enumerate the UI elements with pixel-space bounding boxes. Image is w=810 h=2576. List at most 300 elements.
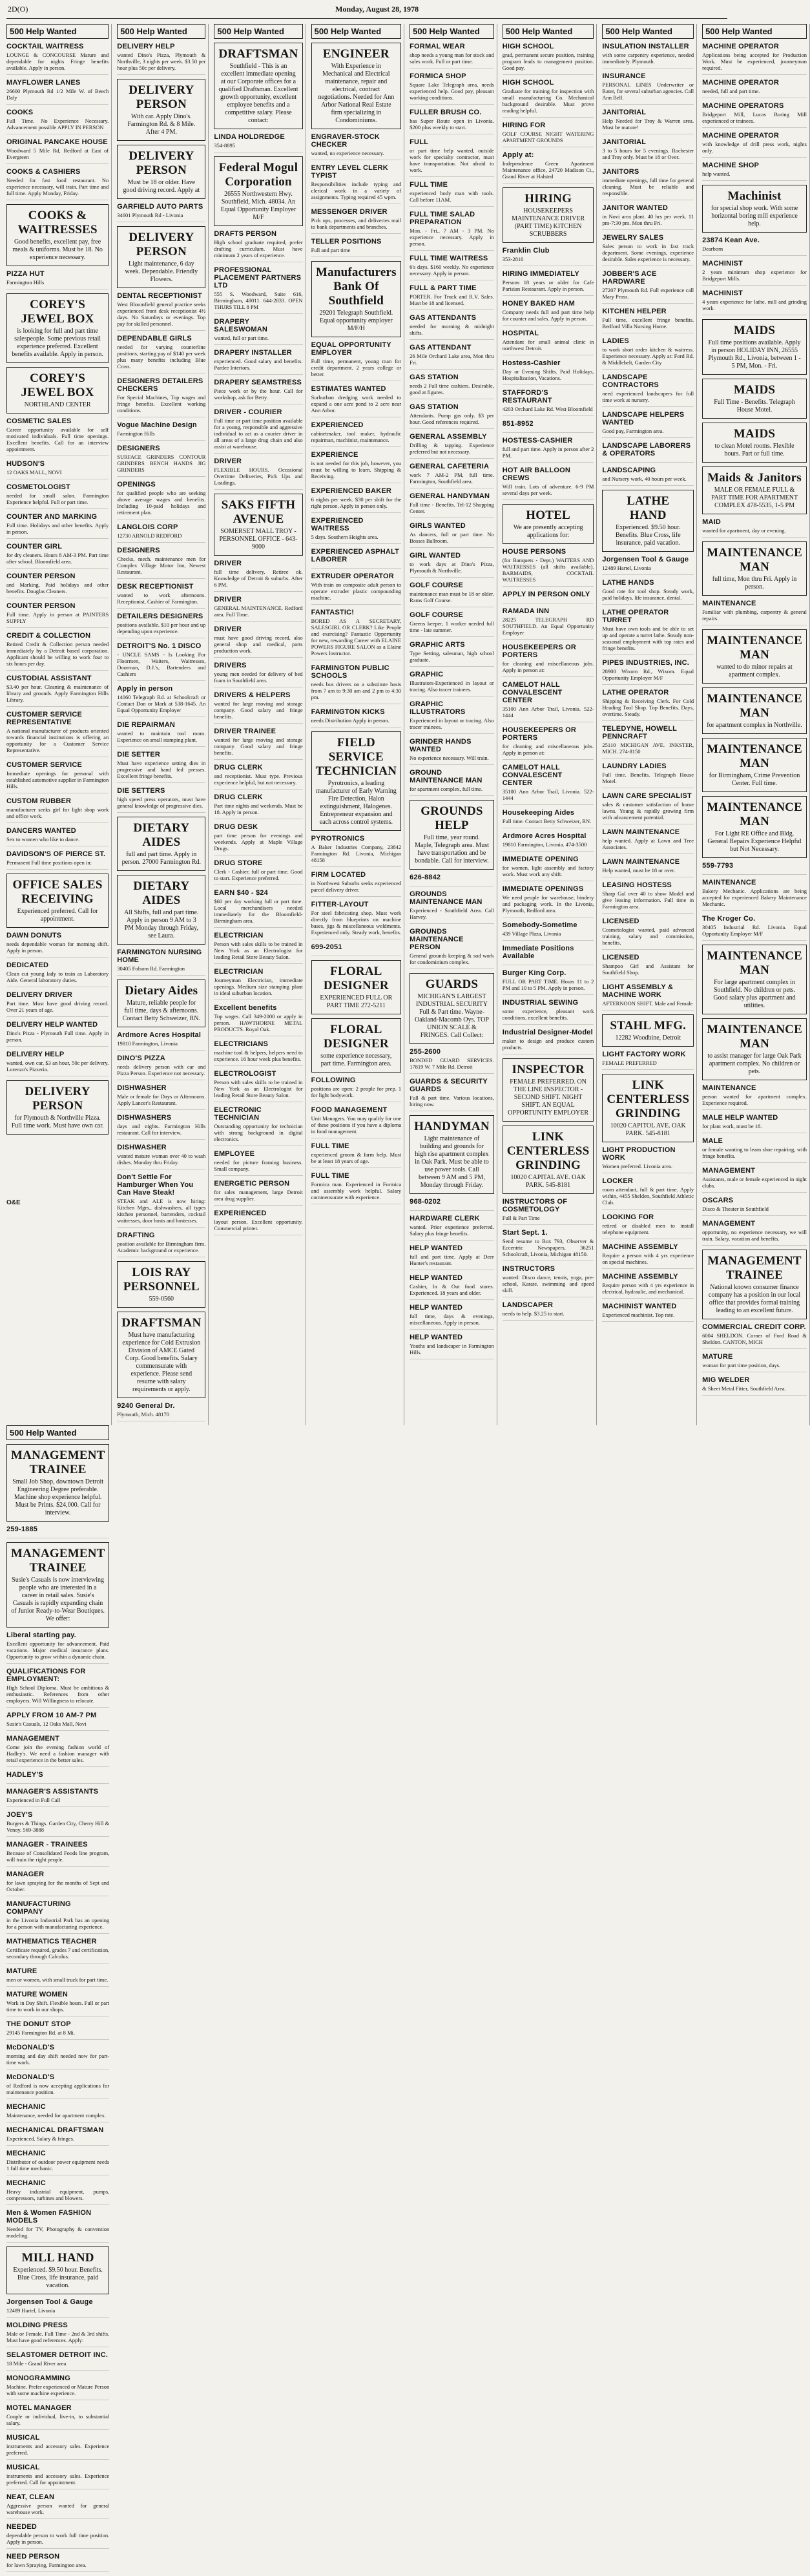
ad-text: full time delivery. Retiree ok. Knowledge of Detroit & suburbs. After 6 PM. — [214, 569, 303, 588]
ad-text: Small Job Shop, downtown Detroit Engineering Degree preferable. Machine shop experience helpful. Must be Prints. $24,000. Call for interview. — [12, 1478, 104, 1516]
ad-title: DISHWASHER — [117, 1084, 167, 1092]
ad-text: General grounds keeping & sod work for condominium complex. — [410, 952, 494, 965]
classified-ad — [6, 2126, 109, 2146]
ad-text: manufacturer seeks girl for light shop work and office work. — [6, 806, 109, 819]
ad-text: Help Needed for Troy & Warren area. Must be mature! — [602, 118, 694, 131]
ad-title: COREY'S JEWEL BOX — [21, 298, 94, 326]
ad-text: FULL OR PART TIME. Hours 11 to 2 PM and 10 to 5 PM. Apply in person. — [502, 978, 594, 991]
classified-ad — [311, 238, 402, 257]
ad-title: The Kroger Co. — [702, 915, 756, 923]
classified-ad — [214, 625, 302, 658]
ad-title: MANAGEMENT — [702, 1167, 756, 1175]
ad-title: MALE — [702, 1137, 723, 1145]
ad-text: 28225 TELEGRAPH RD SOUTHFIELD. An Equal Opportunity Employer — [502, 616, 594, 636]
ad-title: APPLY IN PERSON ONLY — [502, 591, 590, 598]
ad-text: Because of Consolidated Foods line program, will train the right people. — [6, 1850, 110, 1863]
ad-title: LATHE HAND — [627, 494, 670, 522]
ad-text: Mon. - Fri., 7 AM - 3 PM. No experience necessary. Apply in person. — [410, 227, 494, 247]
ad-title: CUSTOMER SERVICE — [6, 761, 83, 769]
ad-title: PIPES INDUSTRIES, INC. — [602, 659, 690, 667]
ad-title: GENERAL HANDYMAN — [410, 492, 490, 500]
ad-text: wanted to do minor repairs at apartment complex. — [716, 664, 793, 678]
classified-ad — [410, 738, 494, 765]
ad-title: ELECTRICIANS — [214, 1040, 269, 1048]
ad-title: HIRING — [524, 192, 572, 205]
ad-title: DRIVER — [214, 625, 242, 633]
classified-ad — [311, 1172, 402, 1204]
ad-text: for lawn Spraying, Farmington area. — [6, 2562, 87, 2568]
classified-ad — [503, 43, 594, 75]
ad-text: 34601 Plymouth Rd - Livonia — [117, 212, 183, 218]
classified-ad — [214, 1106, 302, 1146]
ad-title: CUSTODIAL ASSISTANT — [6, 675, 92, 682]
classified-ad — [410, 522, 494, 548]
ad-title: DAWN DONUTS — [6, 932, 62, 939]
classified-ad — [311, 517, 402, 544]
ad-text: Clerk - Cashier, full or part time. Good to start. Experience preferred. — [214, 868, 303, 881]
classified-ad — [410, 181, 494, 207]
ad-title: MANAGER'S ASSISTANTS — [6, 1788, 99, 1796]
ad-title: MAINTENANCE MAN — [707, 546, 802, 574]
ad-text: Part time nights and weekends. Must be 18. Apply in person. — [214, 802, 303, 815]
ad-title: MESSENGER DRIVER — [311, 208, 388, 216]
classified-ad — [503, 832, 594, 852]
classified-ad — [311, 133, 402, 160]
ad-text: Responsibilities include typing and clerical work in a variety of assignments. Typing required 45 wpm. — [311, 181, 402, 200]
ad-text: 18 Mile - Grand River area — [6, 2360, 67, 2367]
ad-title: FARMINGTON NURSING HOME — [117, 948, 202, 964]
ad-title: MATURE — [6, 1967, 37, 1975]
ad-title: MANAGEMENT TRAINEE — [11, 1547, 105, 1575]
ad-text: 35100 Ann Arbor Trail, Livonia. 522-1444 — [502, 788, 594, 801]
ad-text: A Baker Industries Company, 23842 Farmington Rd. Livonia, Michigan 48158 — [311, 844, 402, 863]
ad-title: GRINDER HANDS WANTED — [410, 738, 472, 753]
ad-text: Experienced. $9.50 hour. Benefits. Blue Cross, life insurance, paid vacation. — [615, 524, 681, 547]
ad-title: JOEY'S — [6, 1811, 33, 1819]
classified-ad — [410, 800, 494, 870]
ad-title: FULL TIME WAITRESS — [410, 255, 488, 262]
classified-ad — [214, 764, 302, 790]
ad-text: high speed press operators, must have general knowledge of progressive dies. — [117, 796, 206, 809]
ad-title: NEED PERSON — [6, 2553, 60, 2560]
ad-text: some experience, pleasant work conditions, excellent benefits. — [502, 1008, 594, 1021]
ad-title: Jorgensen Tool & Gauge — [602, 556, 689, 563]
ad-title: CREDIT & COLLECTION — [6, 632, 91, 640]
ad-text: SURFACE GRINDERS CONTOUR GRINDERS BENCH HANDS JIG GRINDERS — [117, 454, 206, 473]
classified-ad — [311, 609, 402, 660]
classified-ad — [117, 787, 205, 813]
ad-title: COSMETOLOGIST — [6, 483, 70, 491]
ad-title: QUALIFICATIONS FOR EMPLOYMENT: — [6, 1668, 86, 1683]
ad-text: Excellent opportunity for advancement. Paid vacations. Major medical insurance plans. Opportunity to grow within a dynamic chain. — [6, 1640, 110, 1660]
classified-ad — [602, 109, 694, 134]
ad-text: Immediate openings for personal with established automotive supplier in Farmington Hills. — [6, 770, 109, 790]
ad-title: DRUG STORE — [214, 859, 263, 867]
ad-title: MALE HELP WANTED — [702, 1114, 778, 1122]
classified-ad — [6, 417, 109, 456]
ad-title: HONEY BAKED HAM — [502, 300, 575, 308]
classified-ad — [503, 270, 594, 296]
ad-text: needs bus drivers on a substitute basis from 7 am to 9:30 am and 2 pm to 4:30 pm. — [311, 681, 402, 700]
classified-ad — [214, 596, 302, 622]
ad-text: 19810 Farmington, Livonia. 474-3500 — [502, 841, 587, 848]
ad-title: DIETARY AIDES — [133, 821, 190, 849]
ad-text: wanted, no experience necessary. — [311, 150, 384, 156]
classified-ad — [117, 583, 205, 609]
classified-ad — [602, 579, 694, 605]
ad-text: young men needed for delivery of bed foam in Southfield area. — [214, 671, 303, 684]
ad-title: DRIVER - COURIER — [214, 408, 282, 416]
column-1 — [6, 24, 112, 1425]
classified-ad — [410, 769, 494, 796]
classified-ad — [602, 337, 694, 370]
classified-ad — [6, 827, 109, 846]
ad-title: MACHINE OPERATOR — [702, 132, 779, 140]
ad-title: INSTRUCTORS — [502, 1265, 556, 1273]
ad-title: DETROIT'S No. 1 DISCO — [117, 642, 202, 650]
ad-text: 12282 Woodbine, Detroit — [615, 1034, 681, 1042]
ad-title: MUSICAL — [6, 2464, 40, 2471]
ad-text: Full & Part Time — [502, 1215, 540, 1221]
ad-title: MANUFACTURING COMPANY — [6, 1900, 71, 1916]
classified-ad — [311, 960, 402, 1014]
ad-text: Distributor of outdoor power equipment needs 1 full time mechanic. — [6, 2159, 110, 2172]
ad-text: for apartment complex in Northville. — [707, 722, 802, 729]
classified-ad — [117, 292, 205, 331]
ad-title: JANITORIAL — [602, 109, 647, 116]
classified-ad — [214, 156, 302, 226]
ad-text: Applications being accepted for Production Work. Must be experienced, journeyman required. — [702, 52, 807, 71]
classified-ad — [6, 270, 109, 289]
ad-title: MILL HAND — [21, 2251, 94, 2265]
classified-ad — [117, 948, 205, 976]
ad-text: SOMERSET MALL TROY - PERSONNEL OFFICE - 643-9000 — [219, 528, 298, 550]
ad-text: is looking for full and part time salespeople. Some previous retail experience preferred. Excellent benefits available. Apply in person. — [12, 328, 103, 358]
classified-ad — [702, 132, 807, 158]
ad-text: Plymouth, Mich. 48170 — [117, 1411, 169, 1418]
classified-ad — [6, 483, 109, 509]
ad-text: Piece work or by the hour. Call for workshop, ask for Betty. — [214, 388, 303, 401]
classified-ad — [6, 2103, 109, 2122]
classified-ad — [503, 187, 594, 243]
ad-title: HELP WANTED — [410, 1304, 463, 1312]
ad-text: Bakery Mechanic. Applications are being accepted for experienced Bakery Maintenance Mechanic. — [702, 888, 807, 907]
classified-ad — [602, 234, 694, 266]
ad-title: LATHE OPERATOR — [602, 689, 669, 696]
ad-text: 5 days. Southern Heights area. — [311, 534, 379, 540]
classified-ad — [503, 607, 594, 640]
ad-text: Sex to women who like to dance. — [6, 836, 80, 843]
ad-text: help wanted. Apply at Lawn and Tree Associates. — [602, 837, 694, 850]
ad-title: EXPERIENCED BAKER — [311, 487, 392, 495]
classified-ad — [6, 1668, 109, 1708]
ad-title: 255-2600 — [410, 1048, 441, 1056]
ad-title: Ardmore Acres Hospital — [117, 1031, 202, 1039]
ad-title: FULL TIME — [311, 1142, 349, 1150]
ad-title: FULL — [410, 138, 429, 146]
ad-text: 30405 Industrial Rd. Livonia. Equal Opportunity Employer M/F — [702, 924, 807, 937]
ad-title: TELLER POSITIONS — [311, 238, 382, 246]
ad-title: 559-7793 — [702, 862, 734, 870]
ad-title: LAWN MAINTENANCE — [602, 828, 680, 836]
classified-ad — [311, 487, 402, 513]
ad-title: COREY'S JEWEL BOX — [21, 372, 94, 399]
classified-ad — [311, 835, 402, 867]
classified-ad — [6, 460, 109, 479]
classified-ad — [410, 1334, 494, 1359]
ad-text: Dino's Pizza - Plymouth Full time. Apply in person. — [6, 1030, 109, 1043]
classified-ad — [311, 43, 402, 129]
ad-text: with some carpentry experience, needed immediately. Plymouth. — [602, 52, 694, 65]
classified-ad — [214, 859, 302, 885]
classified-ad — [311, 341, 402, 381]
ad-text: Full time - Benefits. Tel-12 Shopping Center. — [410, 501, 494, 514]
ad-text: STEAK and ALE is now hiring: Kitchen Mgrs., dishwashers, all types kitchen personnel, bartenders, cocktail waitresses, door hosts and hostesses. — [117, 1198, 206, 1224]
ad-title: MAYFLOWER LANES — [6, 79, 81, 87]
ad-text: Come join the evening fashion world of Hadley's. We need a fashion manager with retail experience in the better sales. — [6, 1744, 110, 1763]
ad-text: 29201 Telegraph Southfield. Equal opportunity employer M/F/H — [319, 309, 393, 332]
ad-text: wanted for large moving and storage company. Good salary and fringe benefits. — [214, 700, 303, 720]
classified-ad — [214, 1180, 302, 1206]
ad-text: Aggressive person wanted for general warehouse work. — [6, 2502, 110, 2515]
classified-ad — [410, 611, 494, 637]
ad-text: All Shifts, full and part time. Apply in person 9 AM to 3 PM Monday through Friday, see Laura. — [124, 909, 199, 939]
ad-title: MANAGEMENT TRAINEE — [707, 1254, 802, 1282]
ad-title: MOLDING PRESS — [6, 2321, 68, 2329]
classified-ad — [6, 2298, 109, 2318]
ad-text: Will train. Lots of adventure. 6-9 PM several days per week. — [502, 483, 594, 496]
ad-title: EARN $40 - $24 — [214, 889, 268, 897]
classified-ad — [602, 1273, 694, 1299]
classified-ad — [6, 1788, 109, 1807]
ad-title: MANAGEMENT TRAINEE — [11, 1449, 105, 1476]
classified-ad — [117, 226, 205, 288]
ad-title: COCKTAIL WAITRESS — [6, 43, 84, 50]
classified-ad — [6, 79, 109, 105]
ad-title: EXTRUDER OPERATOR — [311, 572, 394, 580]
classified-ad — [702, 518, 807, 538]
column-9 — [6, 1425, 112, 2576]
ad-title: LEASING HOSTESS — [602, 881, 672, 889]
classified-ad — [503, 420, 594, 433]
ad-title: Start Sept. 1. — [502, 1229, 548, 1237]
ad-title: FORMICA SHOP — [410, 72, 466, 80]
ad-title: MAIDS — [733, 383, 776, 397]
ad-title: 851-8952 — [502, 420, 534, 428]
ad-title: ENGINEER — [322, 47, 389, 61]
classified-ad — [311, 708, 402, 728]
classified-ad — [117, 642, 205, 681]
classified-ad — [117, 751, 205, 783]
ad-title: MAINTENANCE — [702, 1084, 756, 1092]
ad-title: Dietary Aides — [125, 984, 198, 998]
ad-text: West Bloomfield general practice seeks experienced front desk receptionist 4½ days. No Saturdays or evenings. Top pay for skilled personnel. — [117, 301, 206, 327]
column-8 — [702, 24, 810, 1425]
ad-text: 555 S. Woodward, Suite 616, Birmingham, 48011. 644-2833. OPEN THURS TILL 8 PM — [214, 291, 303, 310]
classified-ad — [602, 308, 694, 333]
classified-ad — [602, 204, 694, 230]
classified-ad — [214, 889, 302, 928]
ad-title: HUDSON'S — [6, 460, 45, 468]
ad-title: DRAFTS PERSON — [214, 230, 277, 238]
classified-ad — [214, 408, 302, 454]
ad-title: FIRM LOCATED — [311, 871, 366, 879]
ad-title: GIRL WANTED — [410, 552, 461, 560]
ad-text: With Experience in Mechanical and Electrical maintenance, repair and electrical, contract negotiations. Needed for Ann Arbor National Real Estate firm specializing in Condominiums. — [318, 63, 395, 124]
ad-title: DELIVERY HELP — [117, 43, 175, 50]
ad-text: 2 years minimum shop experience for Bridgeport Mills. — [702, 269, 807, 282]
ad-text: 28900 Wixom Rd., Wixom. Equal Opportunity Employer M/F — [602, 668, 694, 681]
ad-title: MOTEL MANAGER — [6, 2404, 72, 2412]
ad-title: COUNTER PERSON — [6, 602, 76, 610]
classified-ad — [117, 1114, 205, 1140]
ad-title: GAS ATTENDANT — [410, 344, 472, 351]
classified-ad — [214, 823, 302, 855]
ad-text: in Novi area plant. 40 hrs per week. 11 pm-7:30 pm. Mon thru Fri. — [602, 213, 694, 226]
classified-ad — [602, 983, 694, 1011]
classified-ad — [702, 879, 807, 911]
ad-text: 559-0560 — [149, 1295, 174, 1303]
ad-title: GOLF COURSE — [410, 611, 463, 619]
ad-text: Needed for TV, Photography & convention modeling. — [6, 2226, 110, 2239]
ad-title: HELP WANTED — [410, 1274, 463, 1282]
ad-text: Pyrotronics, a leading manufacturer of Early Warning Fire Detection, Halon extinguishment, Halogenes. Entrepreneur expansion and each across control systems. — [315, 780, 397, 826]
classified-ad — [311, 871, 402, 897]
ad-text: 27207 Plymouth Rd. Full experience call Mary Pross. — [602, 287, 694, 300]
classified-ad — [6, 2374, 109, 2400]
ad-title: Apply in person — [117, 685, 173, 693]
ad-text: and Marking. Paid holidays and other benefits. Douglas Cleaners. — [6, 581, 109, 594]
ad-text: for women, light assembly and factory work. Must work any shift. — [502, 864, 594, 877]
ad-title: EXPERIENCE — [311, 451, 358, 459]
ad-text: for sales management, large Detroit area drug supplier. — [214, 1189, 303, 1202]
classified-ad — [6, 43, 109, 75]
ad-text: With train on composite adult person to operate extruder plastic compounding machine. — [311, 581, 402, 601]
ad-text: 26 Mile Orchard Lake area, Mon thru Fri. — [410, 353, 494, 366]
ad-text: Light maintenance, 6 day week. Dependable. Friendly Flowers. — [125, 260, 198, 283]
classified-ad — [6, 961, 109, 987]
ad-text: GENERAL MAINTENANCE. Redford area. Full Time. — [214, 605, 303, 618]
ad-text: to work days at Dino's Pizza, Plymouth & Northville. — [410, 561, 494, 574]
classified-ad — [6, 711, 109, 757]
classified-ad — [214, 968, 302, 1000]
classified-ad — [503, 1229, 594, 1261]
ad-title: INSTRUCTORS OF COSMETOLOGY — [502, 1198, 568, 1213]
ad-text: work 7 AM-2 PM, full time. Farmington, Southfield area. — [410, 472, 494, 485]
ad-title: DELIVERY PERSON — [129, 231, 194, 258]
ad-text: wanted. Prior experience preferred. Salary plus fringe benefits. — [410, 1224, 494, 1237]
ad-title: DRAPERY SALESWOMAN — [214, 318, 268, 333]
classified-ad — [117, 1084, 205, 1110]
classified-ad — [6, 2246, 109, 2294]
classified-ad — [602, 858, 694, 877]
classified-ad — [6, 675, 109, 707]
ad-text: 10020 CAPITAL AVE. OAK PARK. 545-8181 — [510, 1174, 586, 1189]
ad-text: Help wanted, must be 18 or over. — [602, 867, 676, 874]
classified-ad — [6, 932, 109, 958]
classified-ad — [702, 185, 807, 233]
ad-title: MAID — [702, 518, 721, 526]
ad-text: to work short order kitchen & waitress. Experience necessary. Apply at: Ford Rd. & Middlebelt, Garden City — [602, 346, 694, 366]
classified-ad — [503, 504, 594, 544]
ad-title: HIRING FOR — [502, 121, 546, 129]
classified-ad — [6, 1991, 109, 2016]
classified-ad — [117, 523, 205, 543]
ad-title: Industrial Designer-Model — [502, 1029, 593, 1036]
ad-text: Male or female for Days or Afternoons. Apply Lancer's Restaurant. — [117, 1093, 206, 1106]
ad-text: For Special Machines, Top wages and fringe benefits. Excellent working conditions. — [117, 394, 206, 414]
ad-title: DISHWASHER — [117, 1144, 167, 1151]
ad-text: Journeyman Electrician, immediate openings. Medium size stamping plant in ideal suburban location. — [214, 977, 303, 996]
ad-text: wanted, own car, $3 an hour, 50c per delivery. Lorenzo's Pizzeria. — [6, 1060, 109, 1073]
ad-text: help wanted. — [702, 171, 731, 177]
ad-title: APPLY FROM 10 AM-7 PM — [6, 1712, 97, 1719]
ad-text: AFTERNOON SHIFT. Male and Female — [602, 1000, 693, 1007]
classified-ad — [503, 999, 594, 1025]
ad-text: needs delivery person with car and Pizza Person. Experience not necessary. — [117, 1063, 206, 1076]
classified-ad — [214, 457, 302, 490]
ad-text: Must be 18 or older. Have good driving record. Apply at — [123, 179, 200, 194]
ad-text: is not needed for this job, however, you must be willing to learn. Shipping & Receiving. — [311, 460, 402, 479]
classified-ad — [6, 1967, 109, 1987]
ad-title: MAINTENANCE — [702, 600, 756, 607]
ad-title: EXPERIENCED — [214, 1209, 267, 1217]
ad-text: Good benefits, excellent pay, free meals & uniforms. Must be 18. No experience necessary. — [12, 238, 103, 261]
classified-ad — [410, 641, 494, 667]
ad-text: 3 to 5 hours for 5 evenings. Rochester and Troy only. Must be 18 or Over. — [602, 147, 694, 160]
ad-text: machine tool & helpers, helpers need to experience. 16 hour week plus benefits. — [214, 1049, 303, 1062]
ad-text: morning and day shift needed now for part-time work. — [6, 2053, 110, 2066]
ad-text: LOUNGE & CONCOURSE Mature and dependable for nights Fringe benefits available. Apply in person. — [6, 52, 109, 71]
ad-text: 354-8895 — [214, 142, 235, 149]
classified-ad — [503, 1029, 594, 1054]
classified-ad — [602, 1014, 694, 1047]
ad-text: National known consumer finance company has a position in our local office that provides formal training leading to an excellent future. — [708, 1284, 801, 1314]
classified-ad — [117, 1054, 205, 1080]
ad-title: LOCKER — [602, 1177, 634, 1185]
ad-title: COUNTER AND MARKING — [6, 513, 98, 521]
ad-title: Franklin Club — [502, 247, 550, 255]
ad-title: NEAT, CLEAN — [6, 2493, 55, 2501]
ad-text: Graduate for training for inspection with small manufacturing Co. Mechanical background desirable. Must prove reading helpful. — [502, 88, 594, 114]
ad-text: in the Livonia Industrial Park has an opening for a person with manufacturing experience. — [6, 1917, 110, 1930]
ad-text: Susie's Casuals is now interviewing people who are interested in a career in retail sales. Susie's Casuals is rapidly expanding chain of Junior Ready-to-Wear Boutiques. We offer: — [11, 1576, 105, 1622]
ad-text: Burgers & Things. Garden City, Cherry Hill & Venoy. 569-3888 — [6, 1820, 110, 1833]
classified-ad — [311, 421, 402, 447]
classified-ad — [702, 1376, 807, 1396]
ad-title: PIZZA HUT — [6, 270, 45, 278]
classified-ad — [6, 204, 109, 266]
ad-title: DELIVERY DRIVER — [6, 991, 73, 999]
ad-text: Type Setting, salesman, high school graduate. — [410, 650, 494, 663]
ad-text: part time person for evenings and weekends. Apply at Maple Village Drugs. — [214, 832, 303, 852]
ad-text: Drilling & tapping. Experience preferred but not necessary. — [410, 442, 494, 455]
ad-text: BONDED GUARD SERVICES. 17819 W. 7 Mile Rd. Detroit — [410, 1057, 494, 1070]
classified-ad — [602, 1177, 694, 1209]
ad-title: SAKS FIFTH AVENUE — [221, 498, 296, 526]
section-heading: 500 Help Wanted — [702, 24, 807, 39]
ad-title: OSCARS — [702, 1197, 734, 1204]
ad-title: MAINTENANCE MAN — [707, 634, 802, 662]
ad-title: FARMINGTON PUBLIC SCHOOLS — [311, 664, 389, 680]
ad-title: Apply at: — [502, 151, 534, 159]
ad-title: GROUNDS HELP — [421, 804, 483, 832]
page-number: 2D(O) — [8, 4, 28, 14]
ad-title: 699-2051 — [311, 943, 342, 951]
ad-title: COUNTER GIRL — [6, 543, 63, 550]
classified-ad — [702, 738, 807, 792]
section-heading: 500 Help Wanted — [6, 1425, 109, 1440]
